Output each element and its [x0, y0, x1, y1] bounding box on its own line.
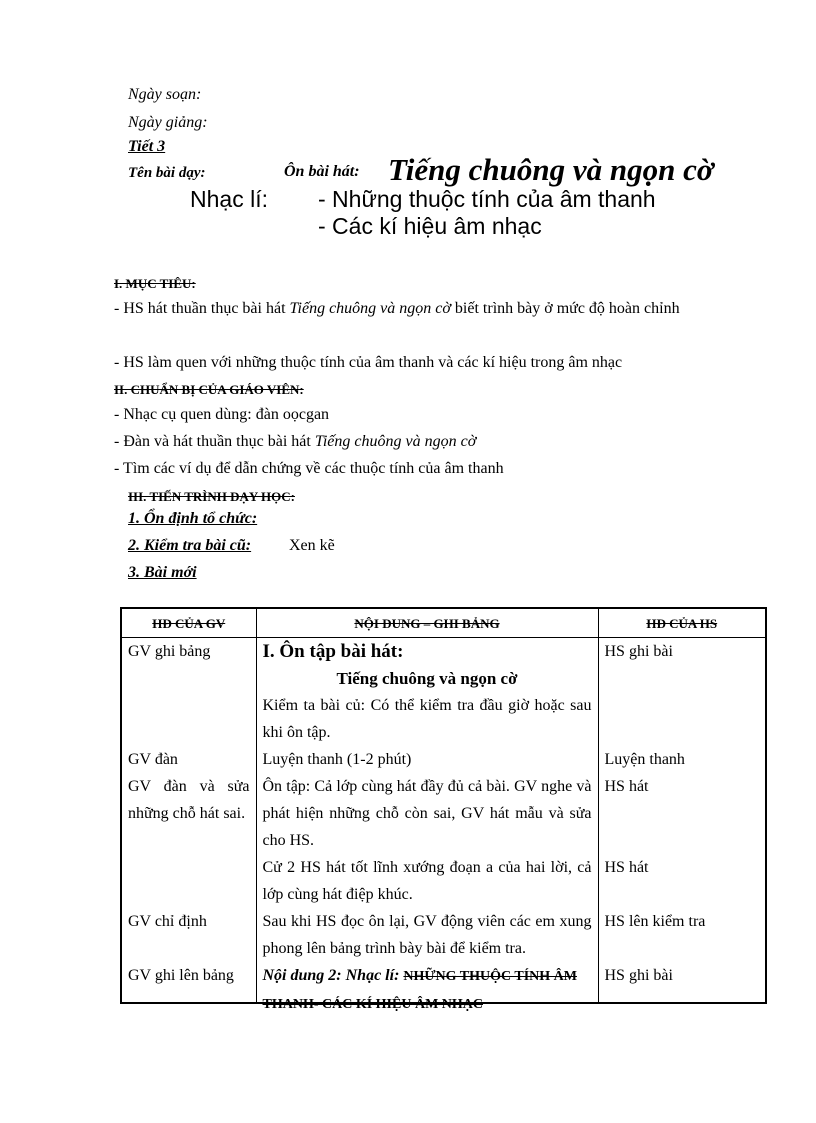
on-bai-hat-label: Ôn bài hát: — [284, 163, 360, 180]
nhac-li-label: Nhạc lí: — [190, 186, 268, 212]
table-row — [121, 908, 766, 962]
bai-moi-heading: 3. Bài mới — [128, 564, 197, 581]
content-cell — [256, 638, 598, 693]
section-chuan-bi-title: II. CHUẨN BỊ CỦA GIÁO VIÊN: — [114, 382, 304, 397]
gv-cell — [121, 854, 256, 908]
content-cell: Kiểm ta bài củ: Có thể kiểm tra đầu giờ hoặc sau khi ôn tập. — [256, 692, 598, 746]
chuan-bi-item-2-pre: - Đàn và hát thuần thục bài hát — [114, 433, 315, 450]
kiem-tra-heading: 2. Kiểm tra bài cũ: — [128, 537, 252, 554]
kiem-tra-value: Xen kẽ — [289, 537, 335, 554]
content-heading: I. Ôn tập bài hát: — [262, 641, 404, 662]
section-muc-tieu-title: I. MỤC TIÊU: — [114, 276, 196, 291]
hs-cell: HS ghi bài — [598, 962, 766, 1003]
gv-cell — [121, 692, 256, 746]
gv-cell: GV đàn và sửa những chỗ hát sai. — [121, 773, 256, 854]
nhac-li-item-1: - Những thuộc tính của âm thanh — [318, 186, 656, 212]
content-song-name: Tiếng chuông và ngọn cờ — [336, 669, 518, 688]
chuan-bi-item-2-song: Tiếng chuông và ngọn cờ — [314, 433, 477, 450]
table-row — [121, 962, 766, 1003]
nhac-li-item-2: - Các kí hiệu âm nhạc — [318, 213, 542, 239]
gv-cell: GV ghi bảng — [121, 638, 256, 693]
muc-tieu-item-1-song: Tiếng chuông và ngọn cờ — [289, 300, 451, 317]
gv-cell: GV ghi lên bảng — [121, 962, 256, 1003]
gv-cell: GV đàn — [121, 746, 256, 773]
table-row — [121, 854, 766, 908]
hs-cell — [598, 692, 766, 746]
hs-cell: HS lên kiểm tra — [598, 908, 766, 962]
table-row — [121, 692, 766, 746]
header-gv: HĐ CỦA GV — [121, 608, 256, 638]
content-caps: NHỮNG THUỘC TÍNH ÂM THANH- CÁC KÍ HIỆU ÂM NHẠC — [262, 969, 577, 1012]
muc-tieu-item-2: - HS làm quen với những thuộc tính của âm thanh và các kí hiệu trong âm nhạc — [114, 354, 623, 371]
section-tien-trinh-title: III. TIẾN TRÌNH DẠY HỌC: — [128, 489, 295, 504]
ten-bai-label: Tên bài dạy: — [128, 165, 206, 181]
muc-tieu-item-1-post: biết trình bày ở mức độ hoàn chỉnh — [450, 300, 680, 317]
ngay-giang-label: Ngày giảng: — [128, 114, 208, 131]
content-cell: Luyện thanh (1-2 phút) — [256, 746, 598, 773]
hs-cell: Luyện thanh — [598, 746, 766, 773]
content-lead: Nội dung 2: Nhạc lí: — [262, 967, 404, 984]
content-cell: Ôn tập: Cả lớp cùng hát đầy đủ cả bài. GV nghe và phát hiện những chỗ còn sai, GV hát mẫu và sửa cho HS. — [256, 773, 598, 854]
lesson-plan-table — [120, 607, 767, 1012]
table-row — [121, 773, 766, 854]
muc-tieu-item-1 — [114, 295, 759, 322]
content-cell: Sau khi HS đọc ôn lại, GV động viên các em xung phong lên bảng trình bày bài để kiểm tra. — [256, 908, 598, 962]
muc-tieu-item-1-pre: - HS hát thuần thục bài hát — [114, 300, 290, 317]
chuan-bi-item-1: - Nhạc cụ quen dùng: đàn oọcgan — [114, 406, 330, 423]
song-title-clip — [388, 152, 760, 187]
tiet-number: Tiết 3 — [128, 138, 166, 155]
table-row — [121, 638, 766, 693]
chuan-bi-item-2 — [114, 428, 759, 455]
gv-cell: GV chỉ định — [121, 908, 256, 962]
hs-cell: HS hát — [598, 854, 766, 908]
on-dinh-heading: 1. Ổn định tổ chức: — [128, 510, 258, 527]
header-hs: HĐ CỦA HS — [598, 608, 766, 638]
chuan-bi-item-3: - Tìm các ví dụ để dẫn chứng về các thuộc tính của âm thanh — [114, 460, 504, 477]
hs-cell: HS hát — [598, 773, 766, 854]
content-cell: Cử 2 HS hát tốt lĩnh xướng đoạn a của hai lời, cả lớp cùng hát điệp khúc. — [256, 854, 598, 908]
content-cell — [256, 962, 598, 1012]
table-header-row — [121, 608, 766, 638]
table-row — [121, 746, 766, 773]
song-title: Tiếng chuông và ngọn cờ — [388, 152, 714, 187]
ngay-soan-label: Ngày soạn: — [128, 86, 202, 103]
header-noi-dung: NỘI DUNG – GHI BẢNG — [256, 608, 598, 638]
hs-cell: HS ghi bài — [598, 638, 766, 693]
